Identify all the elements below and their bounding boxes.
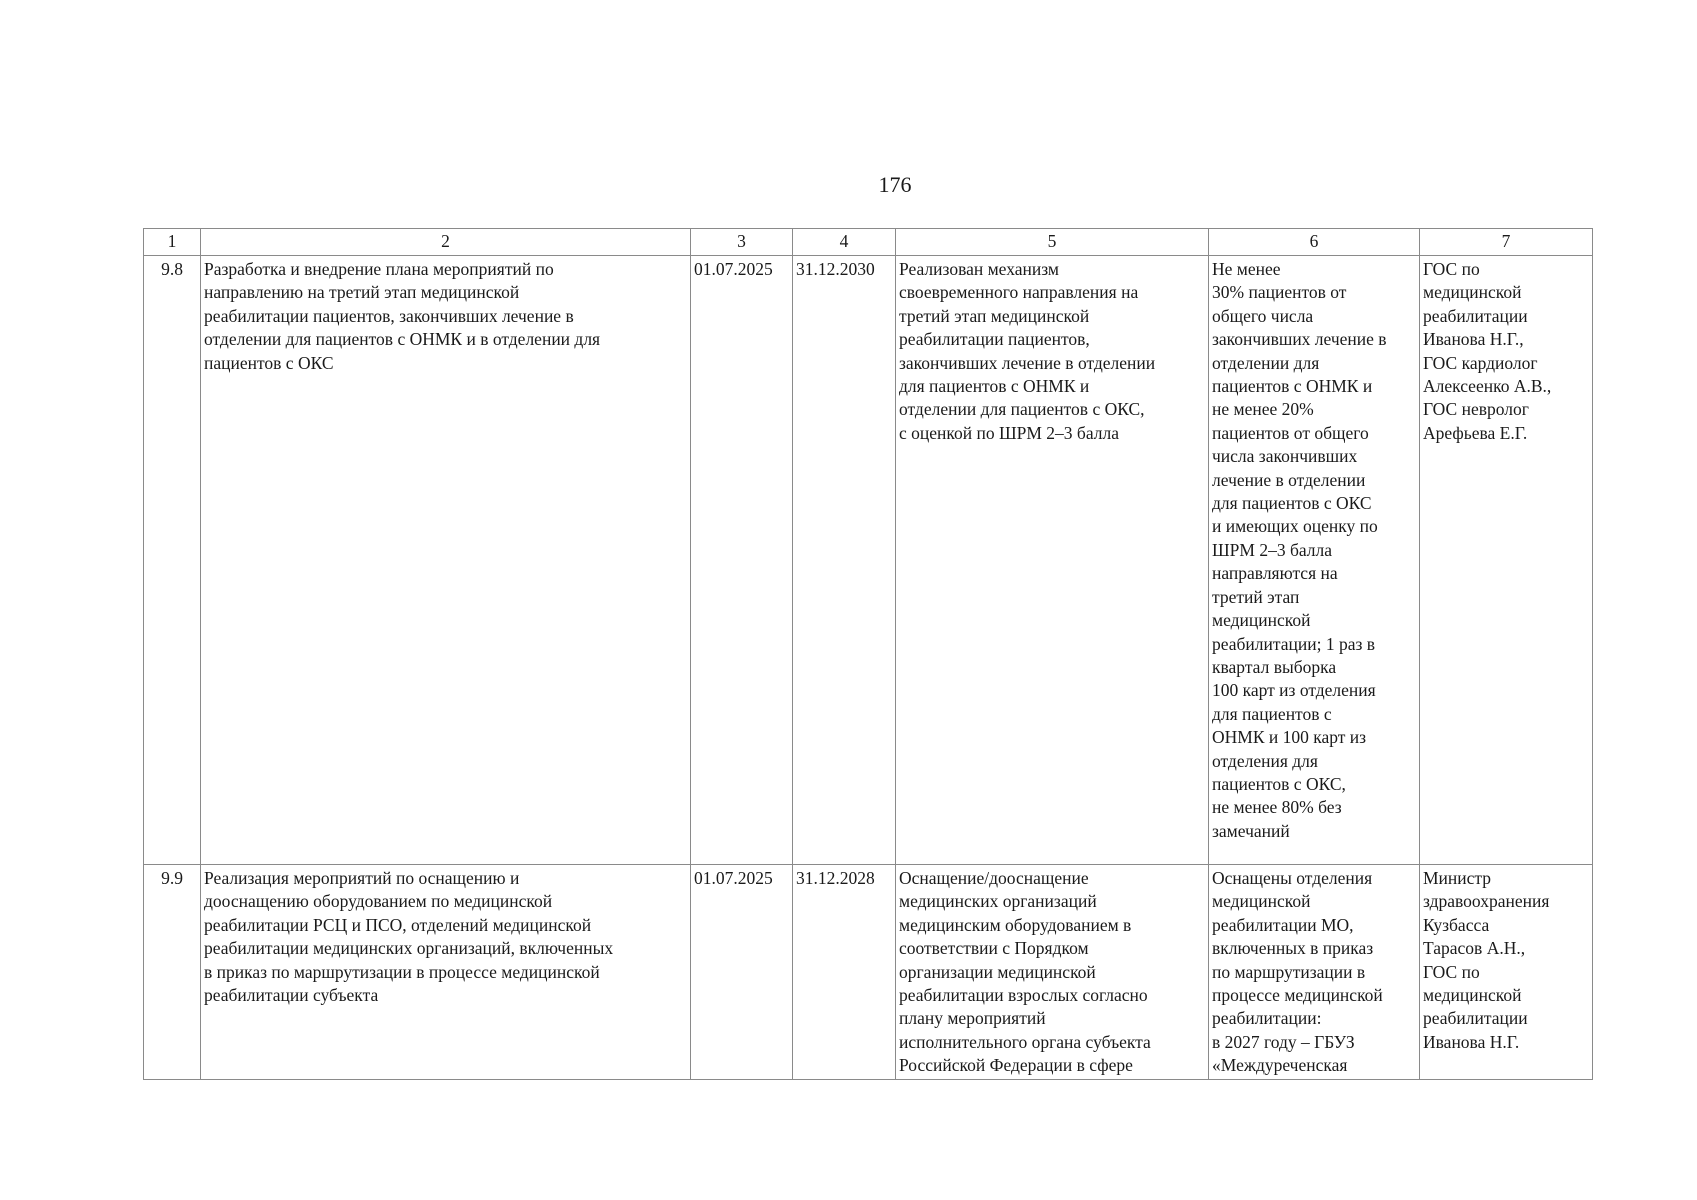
header-col-4: 4 [793,229,896,256]
activity-description: Разработка и внедрение плана мероприятий по направлению на третий этап медицинской реабилитации пациентов, закончивших лечение в отделении для пациентов с ОНМК и в отделении для пациентов с ОКС [201,256,691,865]
header-col-7: 7 [1420,229,1593,256]
header-col-3: 3 [691,229,793,256]
header-col-5: 5 [896,229,1209,256]
indicator: Оснащены отделения медицинской реабилитации МО, включенных в приказ по маршрутизации в процессе медицинской реабилитации: в 2027 году – ГБУЗ «Междуреченская [1209,865,1420,1080]
row-number: 9.8 [144,256,201,865]
end-date: 31.12.2028 [793,865,896,1080]
expected-result: Оснащение/дооснащение медицинских организаций медицинским оборудованием в соответствии с Порядком организации медицинской реабилитации взрослых согласно плану мероприятий исполнительного органа субъекта Российской Федерации в сфере [896,865,1209,1080]
table-row [144,256,1593,865]
header-col-2: 2 [201,229,691,256]
start-date: 01.07.2025 [691,865,793,1080]
plan-table [143,228,1593,1080]
table-row [144,865,1593,1080]
page-number: 176 [878,172,912,197]
start-date: 01.07.2025 [691,256,793,865]
responsible: ГОС по медицинской реабилитации Иванова Н.Г., ГОС кардиолог Алексеенко А.В., ГОС невролог Арефьева Е.Г. [1420,256,1593,865]
indicator: Не менее 30% пациентов от общего числа закончивших лечение в отделении для пациентов с ОНМК и не менее 20% пациентов от общего числа закончивших лечение в отделении для пациентов с ОКС и имеющих оценку по ШРМ 2–3 балла направляются на третий этап медицинской реабилитации; 1 раз в квартал выборка 100 карт из отделения для пациентов с ОНМК и 100 карт из отделения для пациентов с ОКС, не менее 80% без замечаний [1209,256,1420,865]
header-row [144,229,1593,256]
responsible: Министр здравоохранения Кузбасса Тарасов А.Н., ГОС по медицинской реабилитации Иванова Н.Г. [1420,865,1593,1080]
expected-result: Реализован механизм своевременного направления на третий этап медицинской реабилитации пациентов, закончивших лечение в отделении для пациентов с ОНМК и отделении для пациентов с ОКС, с оценкой по ШРМ 2–3 балла [896,256,1209,865]
header-col-6: 6 [1209,229,1420,256]
end-date: 31.12.2030 [793,256,896,865]
header-col-1: 1 [144,229,201,256]
activity-description: Реализация мероприятий по оснащению и дооснащению оборудованием по медицинской реабилитации РСЦ и ПСО, отделений медицинской реабилитации медицинских организаций, включенных в приказ по маршрутизации в процессе медицинской реабилитации субъекта [201,865,691,1080]
row-number: 9.9 [144,865,201,1080]
